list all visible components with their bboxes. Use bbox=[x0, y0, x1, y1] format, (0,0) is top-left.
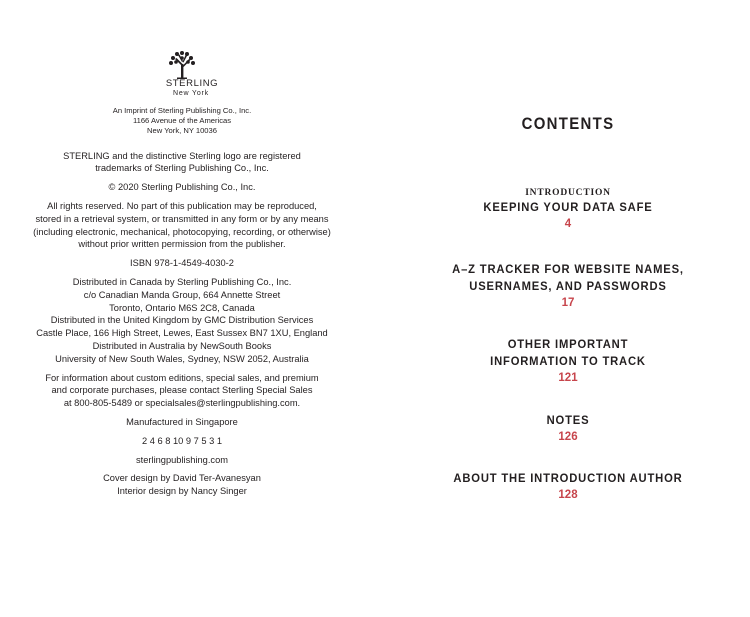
toc-entry-title: ABOUT THE INTRODUCTION AUTHOR bbox=[453, 471, 683, 485]
toc-page-number: 4 bbox=[564, 218, 572, 230]
toc-entry-title: INFORMATION TO TRACK bbox=[490, 354, 646, 368]
special-sales-line: For information about custom editions, special sales, and premium bbox=[45, 372, 319, 383]
manufactured-in: Manufactured in Singapore bbox=[126, 416, 238, 427]
copyright-notice: © 2020 Sterling Publishing Co., Inc. bbox=[108, 182, 256, 193]
trademark-line: trademarks of Sterling Publishing Co., Inc. bbox=[95, 163, 269, 174]
toc-page-number: 121 bbox=[558, 372, 578, 384]
copyright-page bbox=[22, 50, 342, 498]
toc-entry-title: A–Z TRACKER FOR WEBSITE NAMES, bbox=[452, 262, 684, 276]
toc-entry-label: INTRODUCTION bbox=[525, 188, 611, 198]
imprint-address bbox=[22, 106, 342, 137]
imprint-line: An Imprint of Sterling Publishing Co., Inc. bbox=[112, 106, 252, 115]
toc-entry-title: NOTES bbox=[546, 413, 590, 427]
rights-notice bbox=[22, 200, 342, 251]
contents-title: CONTENTS bbox=[521, 114, 615, 133]
imprint-line: 1166 Avenue of the Americas bbox=[132, 116, 232, 126]
toc-entry-title: OTHER IMPORTANT bbox=[507, 337, 629, 351]
distribution-line: Distributed in Canada by Sterling Publishing Co., Inc. bbox=[72, 276, 292, 287]
distribution-line: Castle Place, 166 High Street, Lewes, East Sussex BN7 1XU, England bbox=[36, 328, 328, 339]
publisher-logo bbox=[22, 50, 342, 98]
credit-line: Interior design by Nancy Singer bbox=[117, 486, 247, 497]
imprint-line: New York, NY 10036 bbox=[147, 126, 217, 136]
rights-line: stored in a retrieval system, or transmitted in any form or by any means bbox=[35, 213, 329, 224]
toc-entry-introduction[interactable] bbox=[440, 187, 696, 233]
toc-entry-title: KEEPING YOUR DATA SAFE bbox=[483, 200, 653, 214]
toc-entry-title: USERNAMES, AND PASSWORDS bbox=[469, 279, 667, 293]
toc-page-number: 126 bbox=[558, 431, 578, 443]
isbn: ISBN 978-1-4549-4030-2 bbox=[130, 258, 234, 269]
rights-line: All rights reserved. No part of this publication may be reproduced, bbox=[47, 201, 317, 211]
distribution-line: c/o Canadian Manda Group, 664 Annette Street bbox=[83, 289, 281, 300]
distribution-line: Toronto, Ontario M6S 2C8, Canada bbox=[109, 302, 255, 313]
trademark-notice bbox=[22, 150, 342, 176]
logo-city: New York bbox=[173, 90, 209, 97]
toc-page-number: 17 bbox=[561, 297, 575, 309]
toc-page-number: 128 bbox=[558, 489, 578, 501]
toc-entry-other-info[interactable] bbox=[440, 336, 696, 387]
special-sales-info bbox=[22, 372, 342, 410]
toc-entry-notes[interactable] bbox=[440, 412, 696, 446]
credit-line: Cover design by David Ter-Avanesyan bbox=[103, 473, 261, 484]
distribution-line: Distributed in Australia by NewSouth Books bbox=[92, 340, 272, 351]
rights-line: (including electronic, mechanical, photocopying, recording, or otherwise) bbox=[33, 226, 331, 237]
printing-line: 2 4 6 8 10 9 7 5 3 1 bbox=[141, 435, 223, 446]
special-sales-line: at 800-805-5489 or specialsales@sterlingpublishing.com. bbox=[63, 398, 301, 409]
toc-entry-tracker[interactable] bbox=[440, 261, 696, 312]
trademark-line: STERLING and the distinctive Sterling logo are registered bbox=[63, 150, 301, 161]
tree-icon bbox=[167, 50, 197, 80]
distribution-info bbox=[22, 276, 342, 366]
distribution-line: University of New South Wales, Sydney, NSW 2052, Australia bbox=[55, 353, 309, 364]
special-sales-line: and corporate purchases, please contact Sterling Special Sales bbox=[51, 385, 313, 396]
rights-line: without prior written permission from the publisher. bbox=[78, 239, 286, 250]
logo-name: STERLING bbox=[165, 78, 219, 89]
design-credits bbox=[22, 472, 342, 498]
publisher-website: sterlingpublishing.com bbox=[136, 454, 228, 465]
toc-entry-about-author[interactable] bbox=[440, 470, 696, 504]
distribution-line: Distributed in the United Kingdom by GMC Distribution Services bbox=[50, 315, 314, 326]
